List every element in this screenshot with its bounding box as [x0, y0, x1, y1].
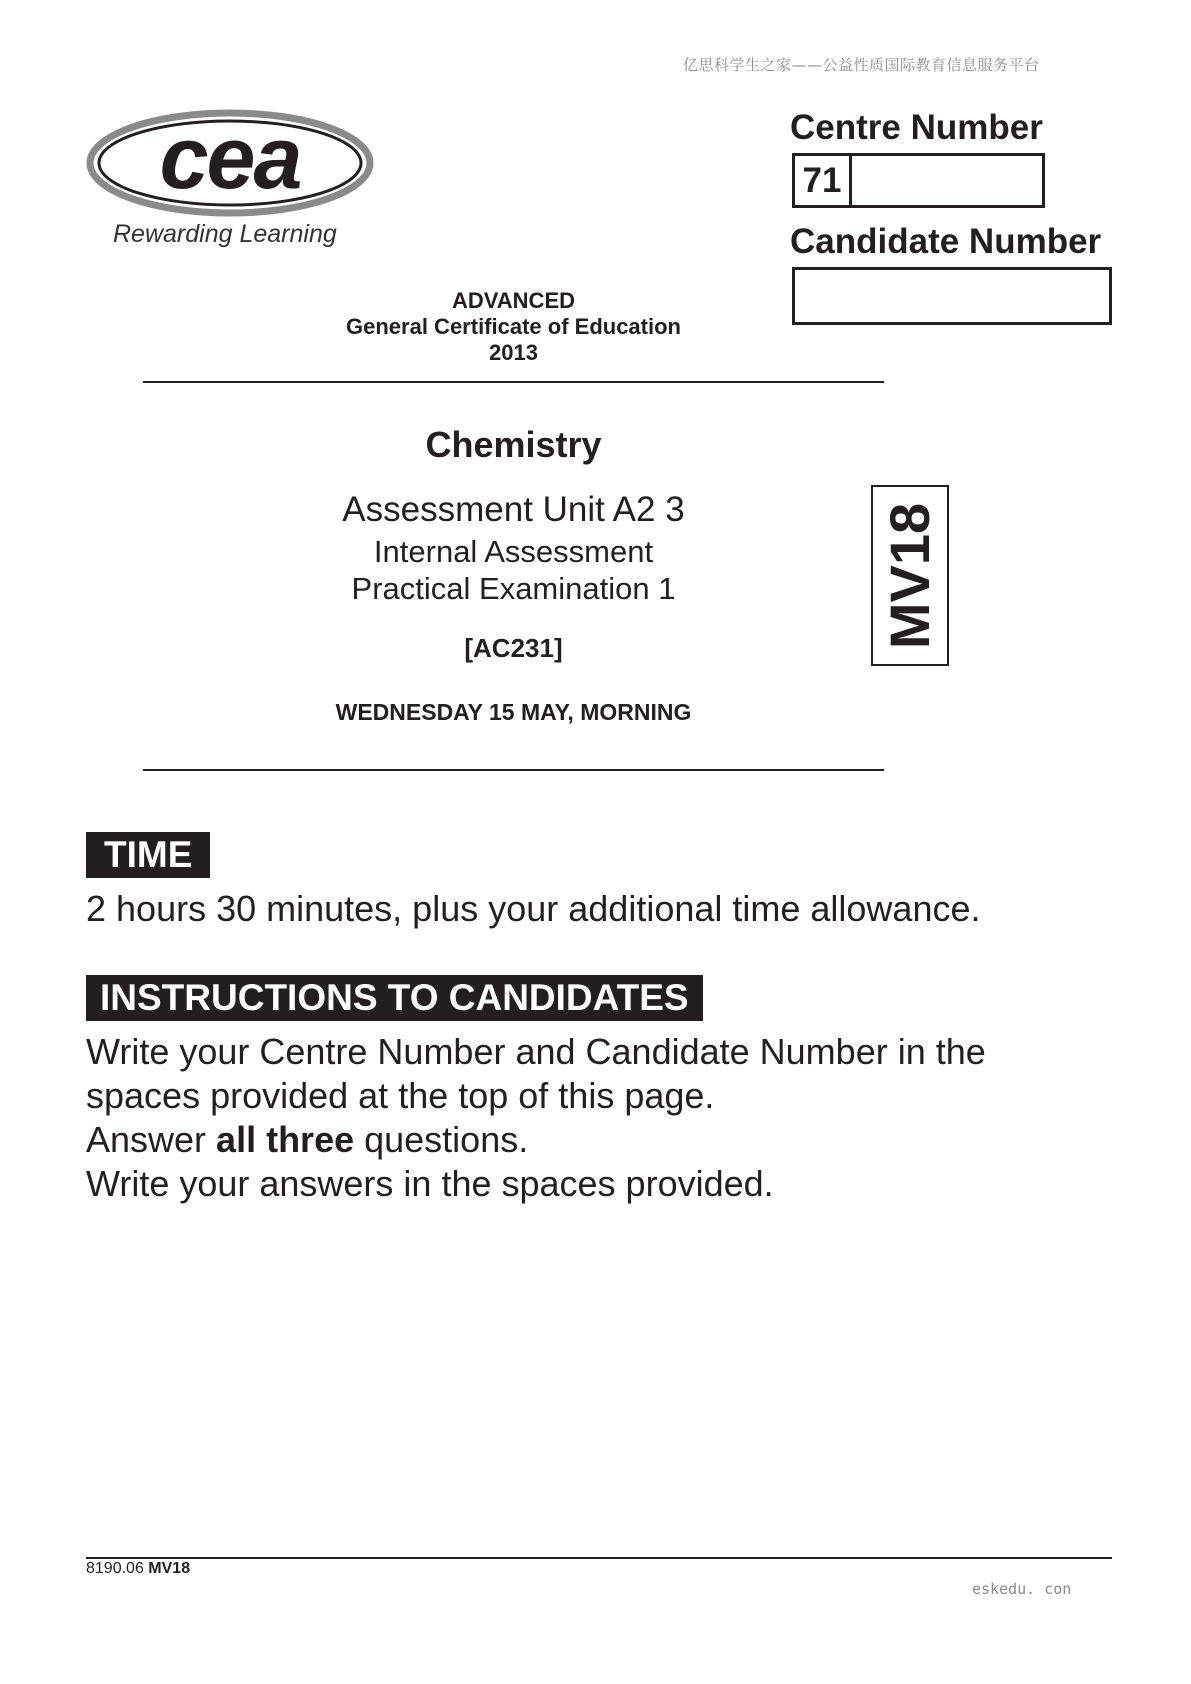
assessment-unit: Assessment Unit A2 3 [342, 490, 685, 529]
watermark-top: 亿思科学生之家——公益性质国际教育信息服务平台 [683, 56, 1040, 74]
instruction-line-3-suffix: questions. [354, 1119, 529, 1160]
divider-top [143, 381, 884, 383]
exam-code: [AC231] [464, 633, 563, 663]
instructions-heading: INSTRUCTIONS TO CANDIDATES [86, 975, 703, 1021]
divider-bottom [143, 769, 884, 771]
instruction-line-4: Write your answers in the spaces provided. [86, 1163, 774, 1204]
centre-number-label: Centre Number [790, 108, 1043, 147]
centre-number-prefix: 71 [795, 156, 852, 205]
instruction-line-3-emphasis: all three [216, 1119, 355, 1160]
time-text: 2 hours 30 minutes, plus your additional time allowance. [86, 888, 981, 929]
qualification-name: General Certificate of Education [346, 314, 681, 339]
footer-code [86, 1560, 190, 1578]
subject-title: Chemistry [425, 424, 602, 465]
logo-tagline: Rewarding Learning [113, 220, 337, 248]
footer-divider [86, 1557, 1112, 1559]
assessment-type: Internal Assessment [373, 534, 654, 569]
qualification-year: 2013 [489, 340, 538, 365]
vertical-code: MV18 [878, 502, 941, 649]
qualification-level: ADVANCED [451, 288, 576, 313]
exam-date: WEDNESDAY 15 MAY, MORNING [335, 699, 692, 725]
footer-paper-code: MV18 [148, 1560, 191, 1577]
vertical-code-box [871, 485, 949, 666]
centre-number-field[interactable] [792, 153, 1045, 208]
time-heading: TIME [86, 832, 210, 878]
instruction-line-3-prefix: Answer [86, 1119, 217, 1160]
footer-number: 8190.06 [86, 1560, 144, 1577]
instruction-line-1: Write your Centre Number and Candidate Number in the [86, 1031, 986, 1072]
centre-number-entry[interactable] [852, 156, 1042, 205]
cea-logo [85, 108, 375, 218]
candidate-number-label: Candidate Number [790, 222, 1102, 261]
instruction-line-3 [86, 1118, 528, 1162]
logo-wordmark: cea [159, 108, 301, 207]
examination-name: Practical Examination 1 [351, 571, 676, 606]
instruction-line-2: spaces provided at the top of this page. [86, 1075, 715, 1116]
watermark-bottom: eskedu. con [972, 1580, 1072, 1598]
